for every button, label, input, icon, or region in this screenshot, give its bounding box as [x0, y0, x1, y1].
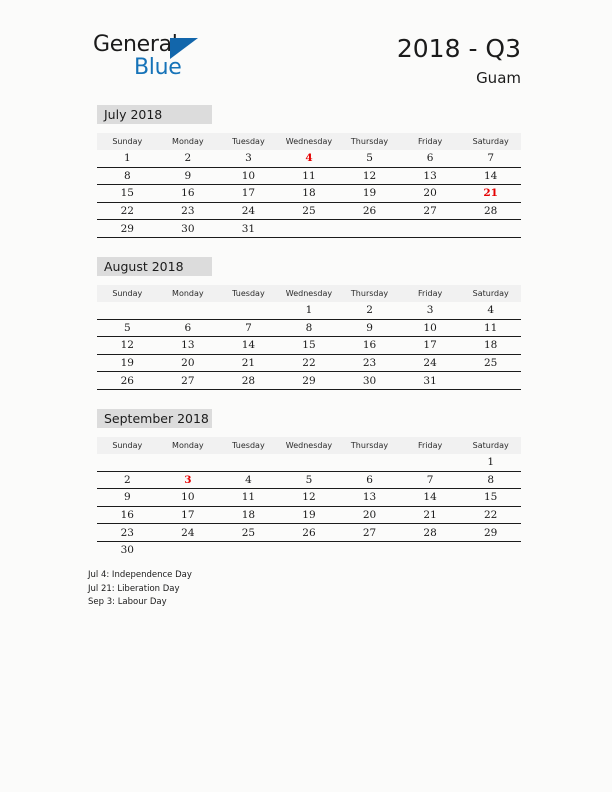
- weekday-header-wednesday: Wednesday: [279, 437, 340, 454]
- location-subtitle: Guam: [476, 69, 521, 87]
- calendar-day[interactable]: 20: [400, 185, 461, 203]
- calendar-day-empty: [218, 541, 279, 558]
- calendar-day[interactable]: 3: [400, 302, 461, 319]
- calendar-week-row: [97, 202, 521, 220]
- calendar-week-row: [97, 220, 521, 238]
- holiday-legend-item: Sep 3: Labour Day: [88, 597, 167, 608]
- calendar-week-row: [97, 506, 521, 524]
- calendar-week-row: [97, 489, 521, 507]
- calendar-day-holiday[interactable]: 21: [460, 185, 521, 203]
- calendar-week-row: [97, 524, 521, 542]
- calendar-day[interactable]: 6: [339, 471, 400, 489]
- calendar-day[interactable]: 16: [339, 337, 400, 355]
- weekday-header-tuesday: Tuesday: [218, 133, 279, 150]
- holiday-legend-item: Jul 4: Independence Day: [88, 570, 192, 580]
- calendar-day[interactable]: 19: [97, 354, 158, 372]
- calendar-day[interactable]: 26: [279, 524, 340, 542]
- calendar-table-september: [97, 437, 521, 559]
- calendar-day[interactable]: 26: [339, 202, 400, 220]
- calendar-day[interactable]: 9: [97, 489, 158, 507]
- calendar-day[interactable]: 7: [400, 471, 461, 489]
- calendar-day[interactable]: 22: [97, 202, 158, 220]
- calendar-day[interactable]: 28: [218, 372, 279, 390]
- calendar-day[interactable]: 1: [279, 302, 340, 319]
- month-label: August 2018: [97, 257, 212, 276]
- calendar-week-row: [97, 302, 521, 319]
- calendar-day[interactable]: 5: [279, 471, 340, 489]
- calendar-day[interactable]: 30: [120, 544, 134, 557]
- weekday-header-thursday: Thursday: [339, 133, 400, 150]
- calendar-week-row: [97, 185, 521, 203]
- calendar-week-row: [97, 471, 521, 489]
- calendar-day[interactable]: 13: [158, 337, 219, 355]
- calendar-day[interactable]: 18: [460, 337, 521, 355]
- calendar-day[interactable]: 4: [218, 471, 279, 489]
- calendar-day[interactable]: 18: [279, 185, 340, 203]
- weekday-header-monday: Monday: [158, 133, 219, 150]
- month-block-september: [97, 409, 521, 559]
- calendar-day[interactable]: 3: [218, 150, 279, 167]
- calendar-day[interactable]: 11: [218, 489, 279, 507]
- calendar-day[interactable]: 30: [339, 372, 400, 390]
- calendar-day-empty: [460, 541, 521, 558]
- calendar-day[interactable]: 11: [460, 319, 521, 337]
- calendar-day-empty: [339, 220, 400, 238]
- calendar-body: [97, 150, 521, 237]
- calendar-day[interactable]: 21: [218, 354, 279, 372]
- calendar-day[interactable]: 14: [400, 489, 461, 507]
- page-header: [0, 0, 612, 100]
- calendar-day[interactable]: 22: [460, 506, 521, 524]
- calendar-day[interactable]: 23: [339, 354, 400, 372]
- generalblue-logo[interactable]: [93, 32, 293, 90]
- calendar-day[interactable]: 12: [97, 337, 158, 355]
- calendar-day[interactable]: 14: [460, 167, 521, 185]
- calendar-table-august: [97, 285, 521, 390]
- calendar-day[interactable]: 20: [339, 506, 400, 524]
- calendar-day-empty: [339, 454, 400, 471]
- calendar-day-empty: [279, 454, 340, 471]
- weekday-header-tuesday: Tuesday: [218, 437, 279, 454]
- calendar-day[interactable]: 19: [339, 185, 400, 203]
- calendar-day-empty: [218, 302, 279, 319]
- weekday-header-saturday: Saturday: [460, 133, 521, 150]
- calendar-day[interactable]: 8: [97, 167, 158, 185]
- calendar-week-row: [97, 150, 521, 167]
- calendar-day[interactable]: 2: [97, 471, 158, 489]
- calendar-day[interactable]: 12: [279, 489, 340, 507]
- calendar-day[interactable]: 28: [400, 524, 461, 542]
- calendar-day[interactable]: 25: [460, 354, 521, 372]
- calendar-day[interactable]: 16: [158, 185, 219, 203]
- calendar-day[interactable]: 7: [218, 319, 279, 337]
- weekday-header-sunday: Sunday: [97, 285, 158, 302]
- calendar-day[interactable]: 8: [460, 471, 521, 489]
- calendar-day-empty: [400, 220, 461, 238]
- calendar-day[interactable]: 6: [158, 319, 219, 337]
- calendar-week-row: [97, 337, 521, 355]
- weekday-header-sunday: Sunday: [97, 437, 158, 454]
- calendar-day[interactable]: 9: [339, 319, 400, 337]
- calendar-day-empty: [279, 541, 340, 558]
- weekday-header-row: [97, 285, 521, 302]
- calendar-day[interactable]: 25: [279, 202, 340, 220]
- calendar-week-row: [97, 541, 521, 558]
- weekday-header-friday: Friday: [400, 133, 461, 150]
- calendar-day[interactable]: 16: [97, 506, 158, 524]
- calendar-day[interactable]: 24: [158, 524, 219, 542]
- calendar-day[interactable]: 9: [158, 167, 219, 185]
- calendar-day-empty: [339, 541, 400, 558]
- calendar-week-row: [97, 167, 521, 185]
- calendar-day[interactable]: 5: [97, 319, 158, 337]
- calendar-day-empty: [279, 220, 340, 238]
- calendar-day[interactable]: 15: [460, 489, 521, 507]
- calendar-day-empty: [460, 372, 521, 390]
- calendar-day-empty: [400, 454, 461, 471]
- calendar-day[interactable]: 29: [460, 524, 521, 542]
- calendar-day[interactable]: 20: [158, 354, 219, 372]
- calendar-day[interactable]: 17: [158, 506, 219, 524]
- calendar-day[interactable]: 22: [279, 354, 340, 372]
- calendar-day[interactable]: 31: [400, 372, 461, 390]
- month-block-august: [97, 257, 521, 390]
- calendar-day-holiday[interactable]: 3: [158, 471, 219, 489]
- calendar-day[interactable]: 19: [279, 506, 340, 524]
- calendar-day[interactable]: 14: [218, 337, 279, 355]
- calendar-day[interactable]: 27: [339, 524, 400, 542]
- calendar-day[interactable]: 30: [158, 220, 219, 238]
- calendar-day[interactable]: 17: [400, 337, 461, 355]
- weekday-header-wednesday: Wednesday: [279, 285, 340, 302]
- weekday-header-monday: Monday: [158, 285, 219, 302]
- calendar-day-empty: [158, 541, 219, 558]
- calendar-day[interactable]: 15: [279, 337, 340, 355]
- calendar-week-row: [97, 319, 521, 337]
- calendar-day[interactable]: 1: [97, 150, 158, 167]
- logo-word-general: General: [93, 32, 178, 57]
- calendar-day[interactable]: 12: [339, 167, 400, 185]
- weekday-header-thursday: Thursday: [339, 285, 400, 302]
- calendar-day-empty: [97, 454, 158, 471]
- calendar-day-holiday[interactable]: 4: [279, 150, 340, 167]
- calendar-day[interactable]: 7: [460, 150, 521, 167]
- calendar-day[interactable]: 26: [97, 372, 158, 390]
- calendar-day[interactable]: 2: [339, 302, 400, 319]
- calendar-day-empty: [400, 541, 461, 558]
- calendar-day-empty: [460, 220, 521, 238]
- calendar-day[interactable]: 28: [460, 202, 521, 220]
- calendar-day[interactable]: 17: [218, 185, 279, 203]
- calendar-day[interactable]: 8: [279, 319, 340, 337]
- calendar-week-row: [97, 354, 521, 372]
- calendar-day[interactable]: 6: [400, 150, 461, 167]
- calendar-day[interactable]: 27: [400, 202, 461, 220]
- weekday-header-friday: Friday: [400, 285, 461, 302]
- calendar-week-row: [97, 454, 521, 471]
- weekday-header-friday: Friday: [400, 437, 461, 454]
- weekday-header-thursday: Thursday: [339, 437, 400, 454]
- calendar-day[interactable]: 10: [400, 319, 461, 337]
- calendar-day[interactable]: 31: [218, 220, 279, 238]
- calendar-day-empty: [158, 454, 219, 471]
- month-block-july: [97, 105, 521, 238]
- calendar-day-empty: [218, 454, 279, 471]
- calendar-day[interactable]: 25: [218, 524, 279, 542]
- weekday-header-row: [97, 437, 521, 454]
- calendar-day[interactable]: 10: [218, 167, 279, 185]
- weekday-header-row: [97, 133, 521, 150]
- calendar-day[interactable]: 29: [279, 372, 340, 390]
- weekday-header-wednesday: Wednesday: [279, 133, 340, 150]
- calendar-day[interactable]: 13: [339, 489, 400, 507]
- calendar-day[interactable]: 18: [218, 506, 279, 524]
- calendar-day-empty: [158, 302, 219, 319]
- calendar-day[interactable]: 21: [400, 506, 461, 524]
- calendar-day[interactable]: 23: [97, 524, 158, 542]
- calendar-day-empty: [97, 302, 158, 319]
- calendar-day[interactable]: 5: [339, 150, 400, 167]
- weekday-header-monday: Monday: [158, 437, 219, 454]
- calendar-day[interactable]: 15: [97, 185, 158, 203]
- calendar-day[interactable]: 4: [460, 302, 521, 319]
- page-title: 2018 - Q3: [396, 34, 521, 63]
- calendar-day[interactable]: 10: [158, 489, 219, 507]
- holiday-legend: [88, 569, 388, 610]
- calendar-day[interactable]: 24: [400, 354, 461, 372]
- logo-word-blue: Blue: [134, 55, 182, 80]
- calendar-day[interactable]: 24: [218, 202, 279, 220]
- weekday-header-tuesday: Tuesday: [218, 285, 279, 302]
- calendar-day[interactable]: 23: [158, 202, 219, 220]
- calendar-day[interactable]: 11: [279, 167, 340, 185]
- calendar-day[interactable]: 29: [97, 220, 158, 238]
- calendar-body: [97, 302, 521, 389]
- calendar-week-row: [97, 372, 521, 390]
- title-block: [397, 34, 521, 88]
- calendar-body: [97, 454, 521, 559]
- calendar-day[interactable]: 2: [158, 150, 219, 167]
- calendar-day[interactable]: 13: [400, 167, 461, 185]
- month-label: September 2018: [97, 409, 212, 428]
- calendar-table-july: [97, 133, 521, 238]
- month-label: July 2018: [97, 105, 212, 124]
- weekday-header-saturday: Saturday: [460, 437, 521, 454]
- weekday-header-saturday: Saturday: [460, 285, 521, 302]
- holiday-legend-item: Jul 21: Liberation Day: [88, 583, 180, 594]
- calendar-day[interactable]: 27: [158, 372, 219, 390]
- weekday-header-sunday: Sunday: [97, 133, 158, 150]
- calendar-day[interactable]: 1: [460, 454, 521, 471]
